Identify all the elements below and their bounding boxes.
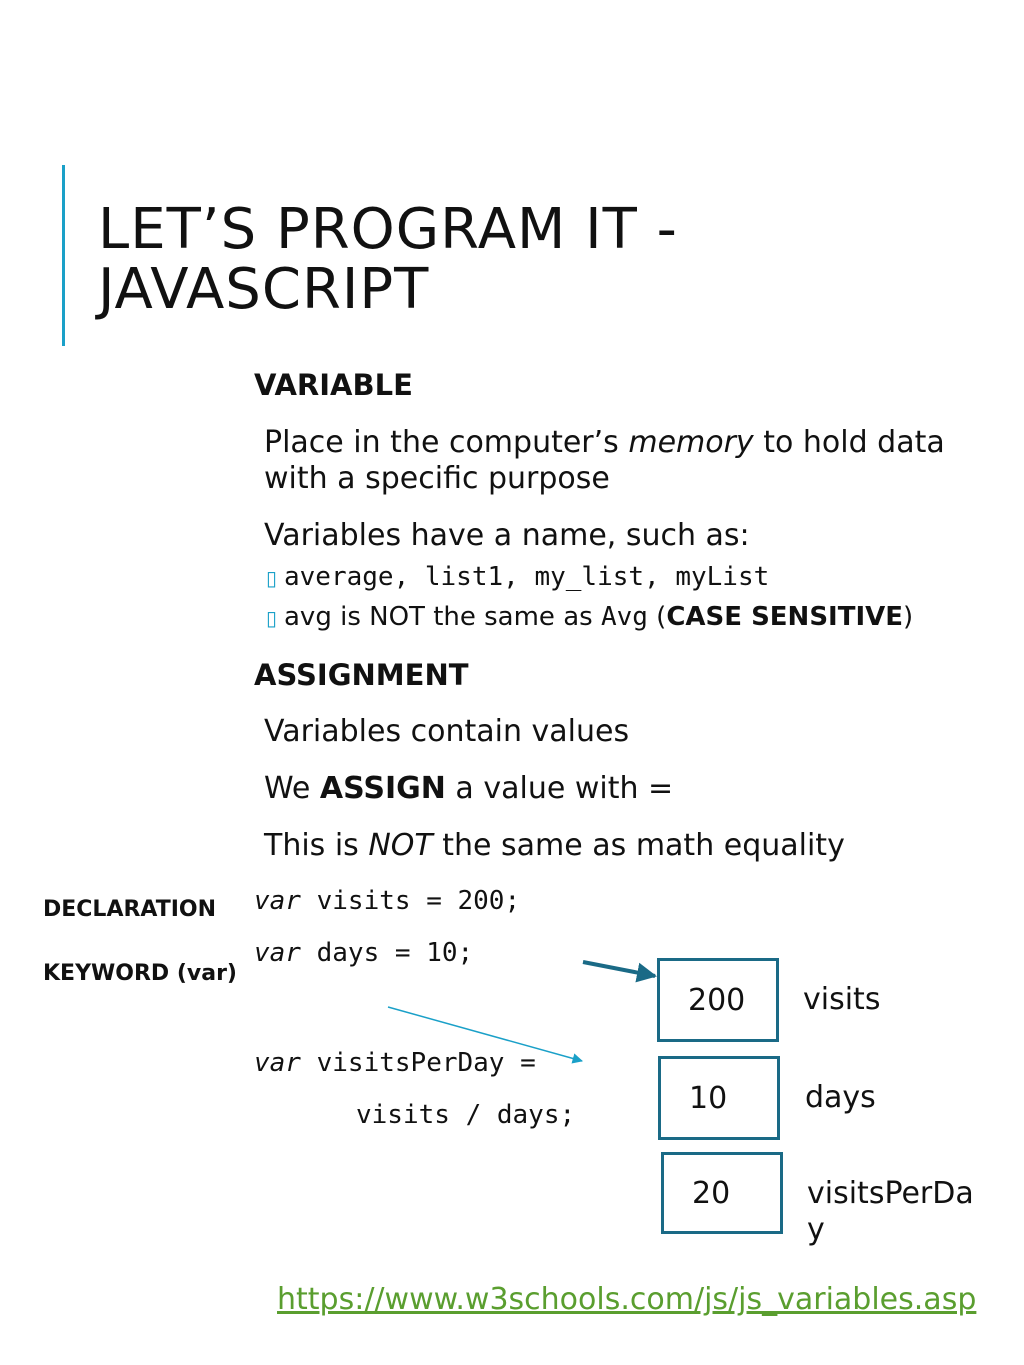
desc-text: Place in the computer’s [264, 425, 629, 460]
case-paren-close: ) [903, 602, 914, 632]
code-keyword: var [254, 1048, 301, 1078]
equality-pre: This is [264, 828, 369, 863]
assignment-heading: ASSIGNMENT [254, 658, 469, 692]
equality-emphasis: NOT [368, 828, 433, 863]
bullet-names-text: average, list1, my_list, myList [284, 562, 770, 592]
code-text: visitsPerDay = [300, 1048, 536, 1078]
variable-heading: VARIABLE [254, 368, 413, 402]
desc-emphasis: memory [628, 425, 754, 460]
keyword-label: KEYWORD (var) [43, 961, 237, 986]
title-line-2: JAVASCRIPT [98, 257, 430, 322]
w3schools-link[interactable]: https://www.w3schools.com/js/js_variables.asp [277, 1282, 977, 1317]
case-sensitive: CASE SENSITIVE [666, 602, 904, 632]
bullet-icon: ▯ [266, 606, 278, 630]
label-line-2: y [807, 1212, 825, 1247]
case-avg: avg [284, 602, 332, 632]
memory-box-visits: 200 [657, 958, 779, 1042]
memory-box-visitsperday: 20 [661, 1152, 783, 1234]
assign-bold: ASSIGN [319, 771, 446, 806]
names-intro: Variables have a name, such as: [264, 518, 750, 553]
label-line-1: visitsPerDa [807, 1176, 974, 1211]
variable-description-line2: with a specific purpose [264, 461, 610, 496]
assignment-line-1: Variables contain values [264, 714, 630, 749]
assign-pre: We [264, 771, 320, 806]
code-keyword: var [254, 938, 301, 968]
declaration-label: DECLARATION [43, 897, 217, 922]
memory-label-visits: visits [803, 982, 881, 1017]
code-line-4: visits / days; [356, 1100, 576, 1130]
title-line-1: LET’S PROGRAM IT - [98, 197, 678, 262]
memory-box-days: 10 [658, 1056, 780, 1140]
memory-label-visitsperday [807, 1176, 974, 1248]
desc-text-end: to hold data [753, 425, 945, 460]
case-Avg: Avg [600, 602, 648, 632]
code-keyword: var [254, 886, 301, 916]
case-paren-open: ( [647, 602, 667, 632]
memory-label-days: days [805, 1080, 876, 1115]
equality-post: the same as math equality [432, 828, 845, 863]
code-text: visits = 200; [300, 886, 521, 916]
bullet-icon: ▯ [266, 566, 278, 590]
code-text: days = 10; [300, 938, 474, 968]
arrow-to-visits [583, 962, 655, 976]
case-text: is NOT the same as [331, 602, 601, 632]
assign-post: a value with = [445, 771, 674, 806]
arrow-to-visitsperday [388, 1007, 582, 1061]
